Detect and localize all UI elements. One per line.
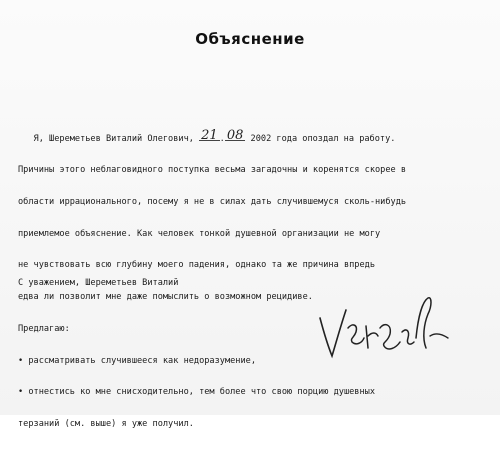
date-separator: .: [219, 134, 225, 145]
body-line: приемлемое объяснение. Как человек тонкой душевной организации не могу: [18, 228, 381, 239]
handwritten-signature: [310, 288, 460, 363]
body-line: Предлагаю:: [18, 323, 70, 334]
line1-tail: 2002 года опоздал на работу.: [245, 134, 396, 145]
body-line: терзаний (см. выше) я уже получил.: [18, 419, 194, 430]
bullet-item: • отнестись ко мне снисходительно, тем более что свою порцию душевных: [18, 387, 375, 398]
document-title: Объяснение: [195, 30, 305, 48]
body-line: не чувствовать всю глубину моего падения, однако та же причина впредь: [18, 260, 375, 271]
bullet-item: • рассматривать случившееся как недоразумение,: [18, 355, 256, 366]
handwritten-date-day: 21: [201, 128, 218, 144]
line1-lead: Я, Шереметьев Виталий Олегович,: [18, 134, 200, 145]
closing-line: С уважением, Шереметьев Виталий: [18, 278, 179, 288]
body-line: едва ли позволит мне даже помыслить о возможном рецидиве.: [18, 292, 313, 303]
body-line: области иррационального, посему я не в силах дать случившемуся сколь-нибудь: [18, 196, 407, 207]
body-line-1: [18, 128, 488, 145]
handwritten-date-month: 08: [226, 128, 244, 144]
body-line: Причины этого неблаговидного поступка весьма загадочны и коренятся скорее в: [18, 164, 407, 175]
